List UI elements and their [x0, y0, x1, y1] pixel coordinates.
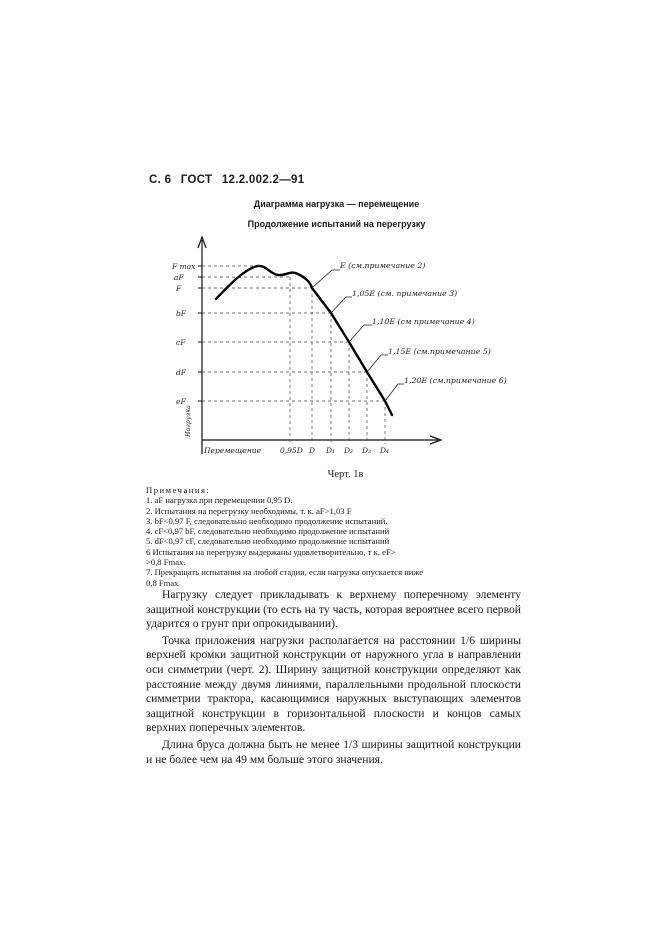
- diagram-subtitle: Продолжение испытаний на перегрузку: [247, 219, 426, 229]
- x-label-d: D: [309, 446, 316, 455]
- y-label-fmax: F max: [172, 262, 196, 271]
- paragraph: Длина бруса должна быть не менее 1/3 ширины защитной конструкции и не более чем на 49 мм больше этого значения.: [146, 737, 521, 766]
- x-axis-title: Перемещение: [204, 446, 262, 455]
- vertical-guides: [290, 277, 385, 444]
- x-label-095d: 0,95D: [280, 446, 303, 455]
- standard-number: 12.2.002.2—91: [221, 174, 305, 186]
- annotation-e: Е (см.примечание 2): [340, 261, 426, 270]
- note-item: 6 Испытания на перегрузку выдержаны удовлетворительно, т к. eF>: [146, 546, 396, 557]
- note-item: 4. cF<0,97 bF, следовательно необходимо продолжение испытаний: [146, 526, 390, 537]
- y-label-df: dF: [176, 368, 187, 377]
- note-item: 0,8 Fmax: [146, 577, 179, 588]
- y-axis-title: Нагрузка: [184, 404, 192, 437]
- annotation-120e: 1,20Е (см.примечание 6): [404, 376, 507, 385]
- x-label-d4: D₄: [380, 446, 390, 455]
- x-label-d1: D₁: [326, 446, 336, 455]
- y-label-af: aF: [174, 273, 184, 282]
- note-item: 7. Прекращать испытания на любой стадии, если нагрузка опускается ниже: [146, 567, 424, 578]
- annotation-115e: 1,15Е (см.примечание 5): [388, 347, 491, 356]
- note-item: 1. aF нагрузка при перемещении 0,95 D.: [146, 495, 293, 506]
- page-header: [149, 174, 310, 186]
- annotation-105e: 1,05Е (см. примечание 3): [352, 289, 458, 298]
- y-label-bf: bF: [176, 309, 187, 318]
- load-displacement-diagram: [160, 232, 507, 464]
- note-item: 3. bF<0,97 F, следовательно необходимо продолжение испытаний.: [146, 515, 388, 526]
- diagram-title: Диаграмма нагрузка — перемещение: [253, 199, 420, 209]
- figure-caption: Черт. 1в: [327, 469, 364, 480]
- y-axis: [198, 237, 206, 454]
- paragraph: Точка приложения нагрузки располагается на расстоянии 1/6 ширины верхней кромки защитной конструкции от наружного угла в направлении оси симметрии (черт. 2). Ширину защитной конструкции определяют как расстояние между двумя линиями, параллельными продольной плоскости симметрии трактора, касающимися наружных выступающих элементов защитной конструкции в горизонтальной плоскости и концов самых верхних поперечных элементов.: [146, 633, 521, 735]
- x-axis: [202, 436, 441, 444]
- annotation-110e: 1,10Е (см примечание 4): [372, 317, 475, 326]
- note-item: 5. dF<0,97 cF, следовательно необходимо продолжение испытаний: [146, 536, 390, 547]
- standard-label: ГОСТ: [180, 174, 213, 186]
- paragraph: Нагрузку следует прикладывать к верхнему поперечному элементу защитной конструкции (то есть на ту часть, которая вероятнее всего первой ударится о грунт при опрокидывании).: [146, 588, 521, 631]
- page-number: С. 6: [149, 174, 172, 186]
- note-item: >0,8 Fmax.: [146, 557, 186, 568]
- x-label-d3: D₃: [362, 446, 372, 455]
- notes-block: [146, 485, 521, 588]
- y-label-cf: cF: [176, 338, 186, 347]
- x-label-d2: D₂: [344, 446, 354, 455]
- body-text: [146, 588, 521, 767]
- y-label-ef: eF: [176, 397, 186, 406]
- note-item: 2. Испытания на перегрузку необходимы, т. к. aF>1,03 F: [146, 505, 352, 516]
- notes-heading: Примечания:: [146, 485, 211, 495]
- y-label-f: F: [176, 284, 182, 293]
